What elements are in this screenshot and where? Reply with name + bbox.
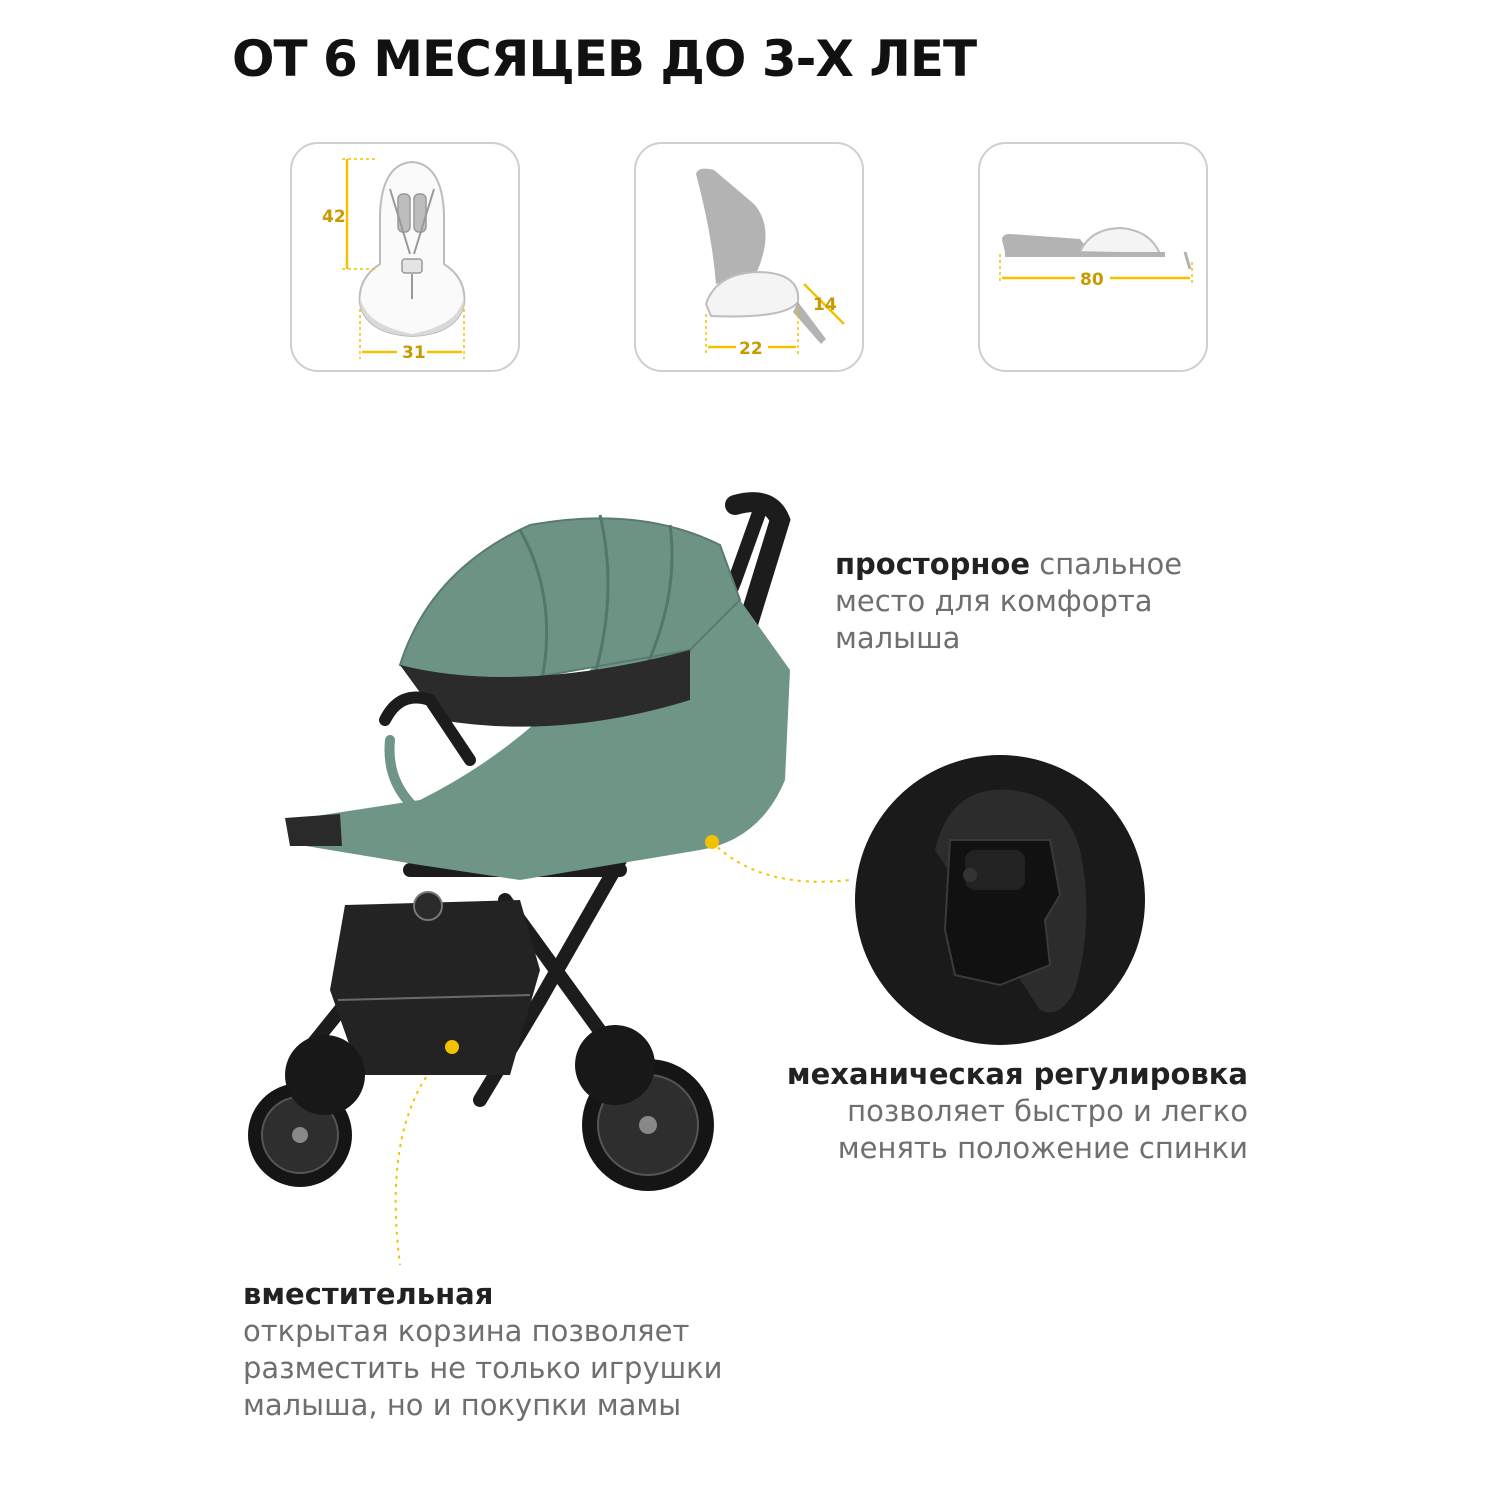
basket-marker <box>445 1040 459 1054</box>
feature-basket-line2: разместить не только игрушки <box>243 1351 723 1385</box>
feature-sleeping-line2: место для комфорта <box>835 584 1153 618</box>
footrest-depth-label: 22 <box>739 339 763 359</box>
mechanism-callout-line <box>712 842 850 882</box>
feature-mechanism-line2: менять положение спинки <box>837 1131 1248 1165</box>
feature-sleeping-line1: спальное <box>1039 547 1183 581</box>
feature-mechanism-line1: позволяет быстро и легко <box>847 1094 1248 1128</box>
feature-mechanism-bold: механическая регулировка <box>786 1057 1248 1091</box>
sleep-length-label: 80 <box>1080 270 1104 290</box>
feature-basket <box>243 1276 723 1424</box>
sleeping-place-marker <box>705 835 719 849</box>
feature-sleeping-line3: малыша <box>835 621 961 655</box>
feature-basket-bold: вместительная <box>243 1277 494 1311</box>
feature-mechanism <box>787 1056 1248 1167</box>
seat-width-label: 31 <box>402 343 426 363</box>
seat-height-label: 42 <box>322 207 346 227</box>
footrest-height-label: 14 <box>813 295 837 315</box>
feature-sleeping-bold: просторное <box>835 547 1031 581</box>
shopping-basket <box>330 900 540 1075</box>
recline-mechanism-closeup <box>855 755 1145 1045</box>
feature-sleeping-place <box>835 546 1182 657</box>
basket-callout-line <box>396 1047 452 1265</box>
page-title: ОТ 6 МЕСЯЦЕВ ДО 3-Х ЛЕТ <box>232 30 977 88</box>
feature-basket-line3: малыша, но и покупки мамы <box>243 1388 682 1422</box>
footrest-bumper <box>285 814 342 846</box>
brand-logo-badge <box>414 892 442 920</box>
feature-basket-line1: открытая корзина позволяет <box>243 1314 690 1348</box>
